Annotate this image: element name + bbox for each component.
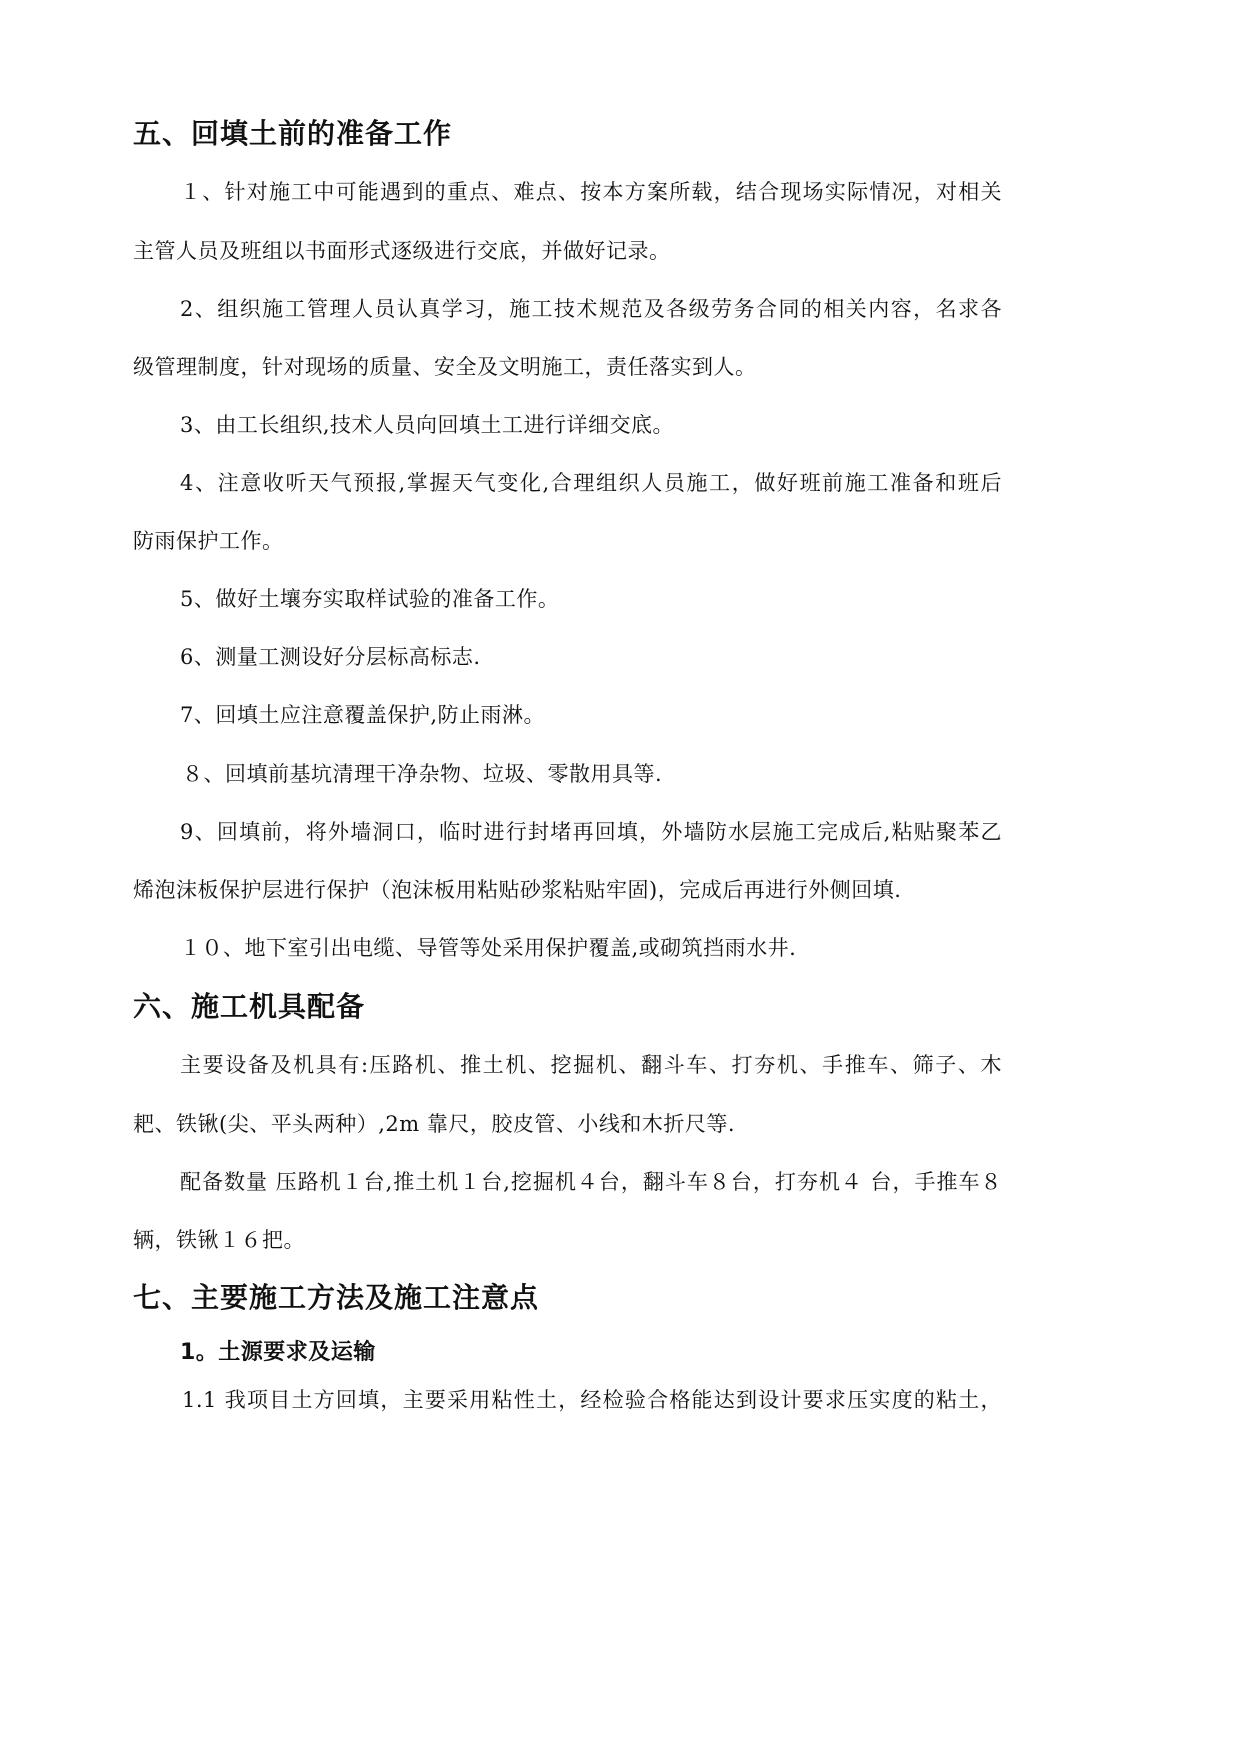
paragraph-line: １、针对施工中可能遇到的重点、难点、按本方案所载，结合现场实际情况，对相关: [180, 180, 1002, 204]
paragraph-line: 烯泡沫板保护层进行保护（泡沫板用粘贴砂浆粘贴牢固)，完成后再进行外侧回填.: [133, 878, 902, 902]
paragraph-line: 4、注意收听天气预报,掌握天气变化,合理组织人员施工，做好班前施工准备和班后: [180, 471, 1002, 495]
section-heading-equipment: 六、施工机具配备: [133, 990, 366, 1023]
paragraph-line: 耙、铁锹(尖、平头两种）,2m 靠尺，胶皮管、小线和木折尺等.: [133, 1112, 735, 1136]
paragraph-line: 主要设备及机具有:压路机、推土机、挖掘机、翻斗车、打夯机、手推车、筛子、木: [180, 1053, 1002, 1077]
paragraph-line: １０、地下室引出电缆、导管等处采用保护覆盖,或砌筑挡雨水井.: [180, 936, 797, 960]
section-heading-methods: 七、主要施工方法及施工注意点: [133, 1281, 540, 1314]
paragraph-line: 6、测量工测设好分层标高标志.: [180, 645, 481, 669]
paragraph-line: 配备数量 压路机１台,推土机１台,挖掘机４台，翻斗车８台，打夯机４ 台，手推车８: [180, 1170, 1002, 1194]
paragraph-line: 主管人员及班组以书面形式逐级进行交底，并做好记录。: [133, 239, 671, 263]
paragraph-line: 2、组织施工管理人员认真学习，施工技术规范及各级劳务合同的相关内容，名求各: [180, 297, 1002, 321]
paragraph-line: 防雨保护工作。: [133, 529, 284, 553]
paragraph-line: 5、做好土壤夯实取样试验的准备工作。: [180, 587, 560, 611]
paragraph-line: ８、回填前基坑清理干净杂物、垃圾、零散用具等.: [182, 762, 663, 786]
paragraph-line: 7、回填土应注意覆盖保护,防止雨淋。: [180, 703, 546, 727]
paragraph-line: 辆，铁锹１６把。: [133, 1228, 305, 1252]
paragraph-line: 1.1 我项目土方回填，主要采用粘性土，经检验合格能达到设计要求压实度的粘土，: [182, 1388, 1002, 1412]
section-heading-preparation: 五、回填土前的准备工作: [133, 117, 453, 150]
paragraph-line: 3、由工长组织,技术人员向回填土工进行详细交底。: [180, 413, 675, 437]
paragraph-line: 级管理制度，针对现场的质量、安全及文明施工，责任落实到人。: [133, 355, 757, 379]
paragraph-line: 9、回填前，将外墙洞口，临时进行封堵再回填，外墙防水层施工完成后,粘贴聚苯乙: [180, 820, 1002, 844]
subsection-heading-soil-source: 1。土源要求及运输: [180, 1340, 376, 1365]
